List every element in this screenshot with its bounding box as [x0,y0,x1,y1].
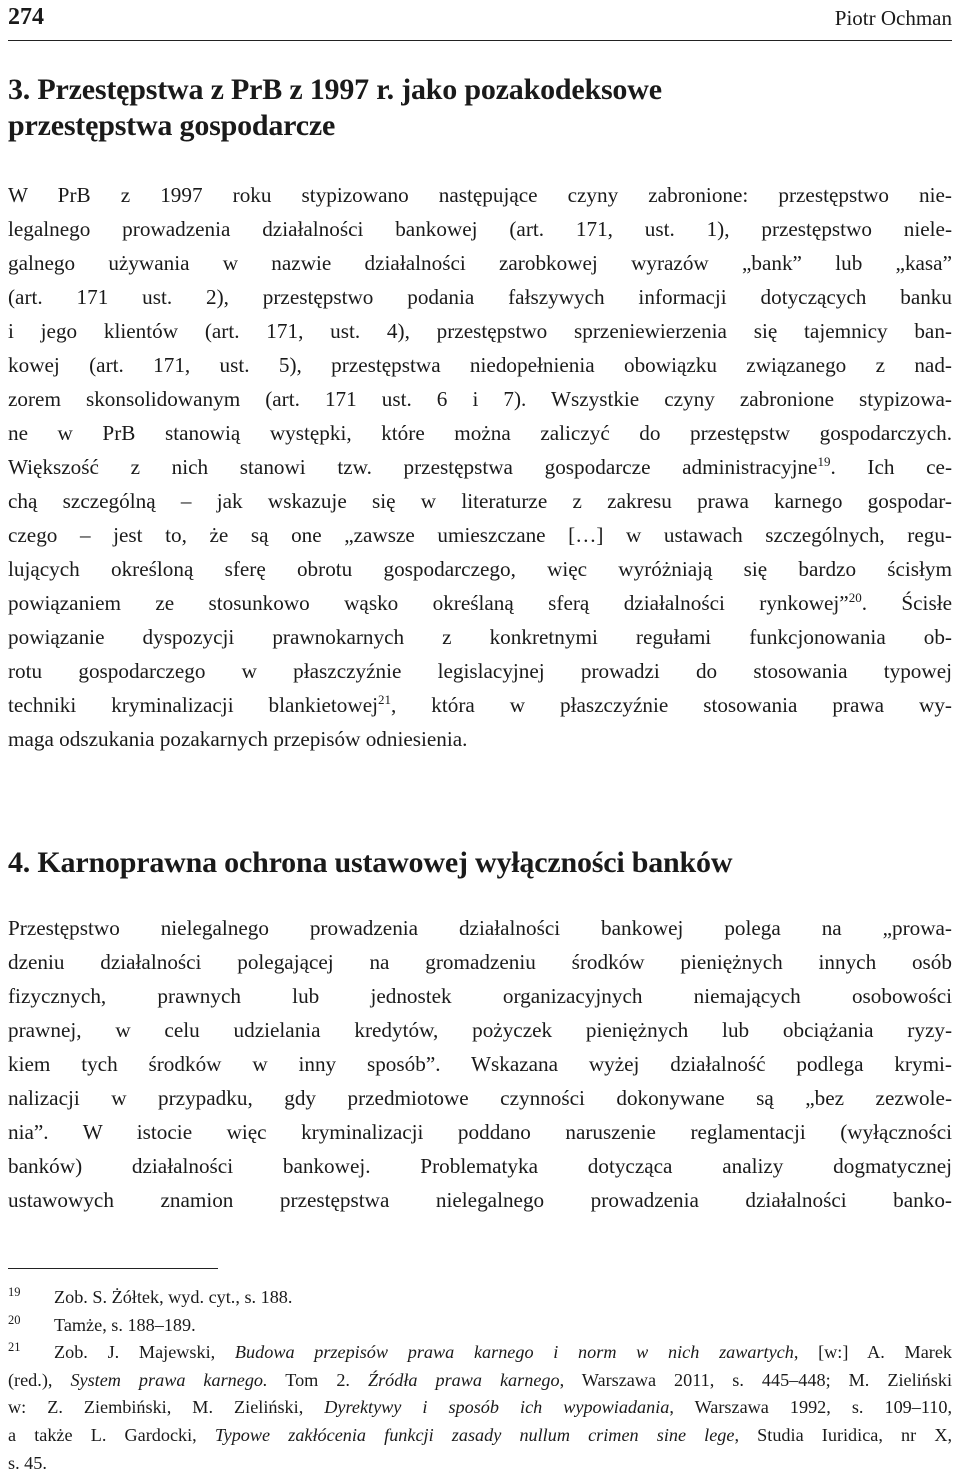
footnote-21: 21 Zob. J. Majewski, Budowa przepisów prawa karnego i norm w nich zawartych, [w:] A. Marek (red.), System prawa karnego. Tom 2. Źródła prawa karnego, Warszawa 2011, s. 445–448; M. Zieliński w: Z. Ziembiński, M. Zieliński, Dyrektywy i sposób ich wypowiadania, Warszawa 1992, s. 109–110, a także L. Gardocki, Typowe zakłócenia funkcji zasady nullum crimen sine lege, Studia Iuridica, nr X, s. 45. [8,1340,953,1473]
text-line: lujących określoną sferę obrotu gospodarczego, więc wyróżniają się bardzo ścisłym [8,557,952,581]
footnote-separator [8,1268,218,1269]
text-segment: powiązaniem ze stosunkowo wąsko określaną sferą działalności rynkowej” [8,591,849,615]
running-header [8,0,952,41]
text-line: galnego używania w nazwie działalności zarobkowej wyrazów „bank” lub „kasa” [8,251,952,275]
text-line: nia”. W istocie więc kryminalizacji poddano naruszenie reglamentacji (wyłączności [8,1120,952,1144]
text-line: legalnego prowadzenia działalności bankowej (art. 171, ust. 1), przestępstwo niele- [8,217,952,241]
text-line: i jego klientów (art. 171, ust. 4), przestępstwo sprzeniewierzenia się tajemnicy ban- [8,319,952,343]
text-segment: Większość z nich stanowi tzw. przestępstwa gospodarcze administracyjne [8,455,818,479]
text-line [8,688,952,722]
text-line: ne w PrB stanowią występki, które można zaliczyć do przestępstw gospodarczych. [8,421,952,445]
text-line: banków) działalności bankowej. Problematyka dotycząca analizy dogmatycznej [8,1154,952,1178]
running-head-author: Piotr Ochman [834,6,952,30]
footnote-text: , Warszawa 1992, s. 109–110, [669,1397,953,1418]
text-line [8,586,952,620]
text-line: rotu gospodarczego w płaszczyźnie legislacyjnej prowadzi do stosowania typowej [8,659,952,683]
footnote-text: Zob. J. Majewski, [54,1342,235,1363]
footnote-title: Typowe zakłócenia funkcji zasady nullum crimen sine lege [214,1424,735,1445]
footnote-title: Źródła prawa karnego [367,1369,560,1390]
text-segment: . Ścisłe [861,591,952,615]
section-4-paragraph [8,911,952,1217]
footnote-title: Budowa przepisów prawa karnego i norm w nich zawartych [234,1342,794,1363]
text-line: kowej (art. 171, ust. 5), przestępstwa niedopełnienia obowiązku związanego z nad- [8,353,952,377]
text-line: czego – jest to, że są one „zawsze umieszczane […] w ustawach szczególnych, regu- [8,523,952,547]
section-4-heading: 4. Karnoprawna ochrona ustawowej wyłączności banków [8,846,733,879]
text-segment: , która w płaszczyźnie stosowania prawa wy- [390,693,952,717]
footnote-text: , Warszawa 2011, s. 445–448; M. Zieliński [559,1369,952,1390]
text-line: maga odszukania pozakarnych przepisów odniesienia. [8,727,468,751]
section-3-heading [8,72,908,144]
text-line: dzeniu działalności polegającej na gromadzeniu środków pieniężnych innych osób [8,950,952,974]
heading-line: 3. Przestępstwa z PrB z 1997 r. jako pozakodeksowe [8,73,662,106]
text-line: fizycznych, prawnych lub jednostek organizacyjnych niemających osobowości [8,984,952,1008]
text-line [8,450,952,484]
footnote-text: s. 45. [8,1452,47,1473]
footnote-text: Tom 2. [267,1369,368,1390]
text-line: ustawowych znamion przestępstwa nielegalnego prowadzenia działalności banko- [8,1188,952,1212]
footnote-text: , [w:] A. Marek [793,1342,953,1363]
footnotes [8,1284,952,1477]
footnote-20: 20 Tamże, s. 188–189. [8,1312,196,1335]
text-line: chą szczególną – jak wskazuje się w literaturze z zakresu prawa karnego gospodar- [8,489,952,513]
text-line: (art. 171 ust. 2), przestępstwo podania fałszywych informacji dotyczących banku [8,285,952,309]
section-3-paragraph [8,178,952,756]
footnote-title: Dyrektywy i sposób ich wypowiadania [324,1397,670,1418]
text-line: W PrB z 1997 roku stypizowano następujące czyny zabronione: przestępstwo nie- [8,183,952,207]
heading-line: przestępstwa gospodarcze [8,109,336,142]
footnote-ref-20[interactable]: 20 [848,589,862,605]
footnote-text: a także L. Gardocki, [8,1424,215,1445]
text-segment: . Ich ce- [830,455,952,479]
footnote-title: System prawa karnego. [70,1369,268,1390]
footnote-19: 19 Zob. S. Żółtek, wyd. cyt., s. 188. [8,1284,293,1307]
footnote-text: w: Z. Ziembiński, M. Zieliński, [8,1397,325,1418]
text-line: kiem tych środków w inny sposób”. Wskazana wyżej działalność podlega krymi- [8,1052,952,1076]
text-line: zorem skonsolidowanym (art. 171 ust. 6 i 7). Wszystkie czyny zabronione stypizowa- [8,387,952,411]
footnote-text: (red.), [8,1369,71,1390]
text-line: nalizacji w przypadku, gdy przedmiotowe czynności dokonywane są „bez zezwole- [8,1086,952,1110]
footnote-ref-21[interactable]: 21 [377,691,391,707]
text-segment: techniki kryminalizacji blankietowej [8,693,378,717]
text-line: prawnej, w celu udzielania kredytów, pożyczek pieniężnych lub obciążania ryzy- [8,1018,952,1042]
footnote-text: Tamże, s. 188–189. [54,1314,196,1335]
page-number: 274 [8,4,44,30]
footnote-ref-19[interactable]: 19 [817,453,831,469]
footnote-text: Zob. S. Żółtek, wyd. cyt., s. 188. [54,1287,293,1307]
text-line: powiązanie dyspozycji prawnokarnych z konkretnymi regułami funkcjonowania ob- [8,625,952,649]
text-line: Przestępstwo nielegalnego prowadzenia działalności bankowej polega na „prowa- [8,916,952,940]
footnote-text: , Studia Iuridica, nr X, [734,1424,953,1445]
